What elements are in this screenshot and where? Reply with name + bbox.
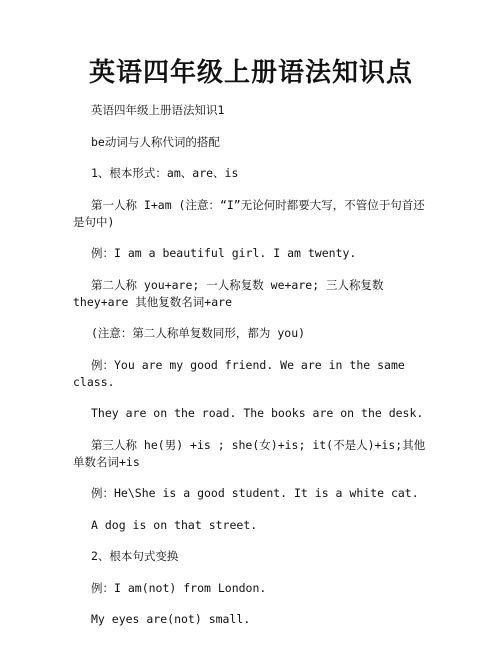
paragraph: 例：He\She is a good student. It is a white cat.	[91, 486, 419, 500]
paragraph: They are on the road. The books are on the desk.	[91, 406, 424, 420]
paragraph: 1、根本形式：am、are、is	[91, 166, 239, 180]
paragraph: 例：I am a beautiful girl. I am twenty.	[91, 246, 357, 260]
paragraph: 第一人称 I+am (注意：“I”无论何时都要大写，不管位于句首还是句中)	[73, 197, 425, 229]
paragraph: 2、根本句式变换	[91, 549, 179, 563]
paragraph: 例：You are my good friend. We are in the same class.	[73, 357, 405, 389]
paragraph: 第二人称 you+are; 一人称复数 we+are; 三人称复数 they+are 其他复数名词+are	[73, 277, 384, 309]
document-title: 英语四年级上册语法知识点	[88, 58, 413, 88]
paragraph: 英语四年级上册语法知识1	[91, 103, 225, 117]
paragraph: (注意：第二人称单复数同形，都为 you)	[91, 326, 306, 340]
paragraph: My eyes are(not) small.	[91, 612, 251, 626]
paragraph: be动词与人称代词的搭配	[91, 134, 220, 149]
document-body	[73, 102, 433, 643]
paragraph: 第三人称 he(男) +is ; she(女)+is; it(不是人)+is;其他单数名词+is	[73, 437, 426, 469]
paragraph: 例：I am(not) from London.	[91, 580, 267, 595]
paragraph: A dog is on that street.	[91, 517, 258, 532]
